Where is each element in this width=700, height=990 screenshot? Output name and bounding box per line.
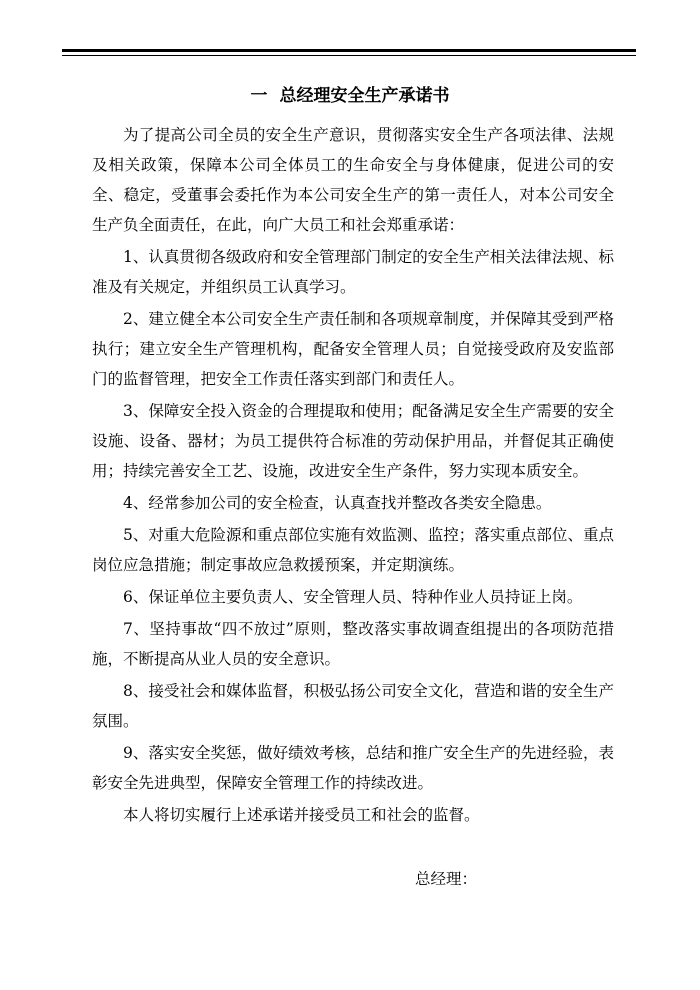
closing-paragraph: 本人将切实履行上述承诺并接受员工和社会的监督。 xyxy=(123,806,480,824)
commitment-item-6: 6、保证单位主要负责人、安全管理人员、特种作业人员持证上岗。 xyxy=(123,588,583,606)
document-title xyxy=(0,84,700,108)
commitment-item-7: 7、坚持事故“四不放过”原则，整改落实事故调查组提出的各项防范措施，不断提高从业人员的安全意识。 xyxy=(92,620,614,668)
commitment-item-8: 8、接受社会和媒体监督，积极弘扬公司安全文化，营造和谐的安全生产氛围。 xyxy=(92,682,614,730)
commitment-item-4: 4、经常参加公司的安全检查，认真查找并整改各类安全隐患。 xyxy=(123,494,552,512)
document-body xyxy=(92,120,614,830)
title-text: 总经理安全生产承诺书 xyxy=(279,86,450,106)
header-rule-thin xyxy=(62,55,636,56)
commitment-item-5: 5、对重大危险源和重点部位实施有效监测、监控；落实重点部位、重点岗位应急措施；制定事故应急救援预案，并定期演练。 xyxy=(92,526,614,574)
commitment-item-1: 1、认真贯彻各级政府和安全管理部门制定的安全生产相关法律法规、标准及有关规定，并组织员工认真学习。 xyxy=(92,248,614,296)
signature-label: 总经理： xyxy=(415,870,478,888)
title-number: 一 xyxy=(250,86,268,106)
commitment-item-3: 3、保障安全投入资金的合理提取和使用；配备满足安全生产需要的安全设施、设备、器材；为员工提供符合标准的劳动保护用品，并督促其正确使用；持续完善安全工艺、设施，改进安全生产条件，努力实现本质安全。 xyxy=(92,402,614,480)
intro-paragraph: 为了提高公司全员的安全生产意识，贯彻落实安全生产各项法律、法规及相关政策，保障本公司全体员工的生命安全与身体健康，促进公司的安全、稳定，受董事会委托作为本公司安全生产的第一责任人，对本公司安全生产负全面责任，在此，向广大员工和社会郑重承诺： xyxy=(92,126,614,234)
commitment-item-9: 9、落实安全奖惩，做好绩效考核，总结和推广安全生产的先进经验，表彰安全先进典型，保障安全管理工作的持续改进。 xyxy=(92,744,614,792)
header-rule-thick xyxy=(62,49,636,52)
commitment-item-2: 2、建立健全本公司安全生产责任制和各项规章制度，并保障其受到严格执行；建立安全生产管理机构，配备安全管理人员；自觉接受政府及安监部门的监督管理，把安全工作责任落实到部门和责任人。 xyxy=(92,310,614,388)
